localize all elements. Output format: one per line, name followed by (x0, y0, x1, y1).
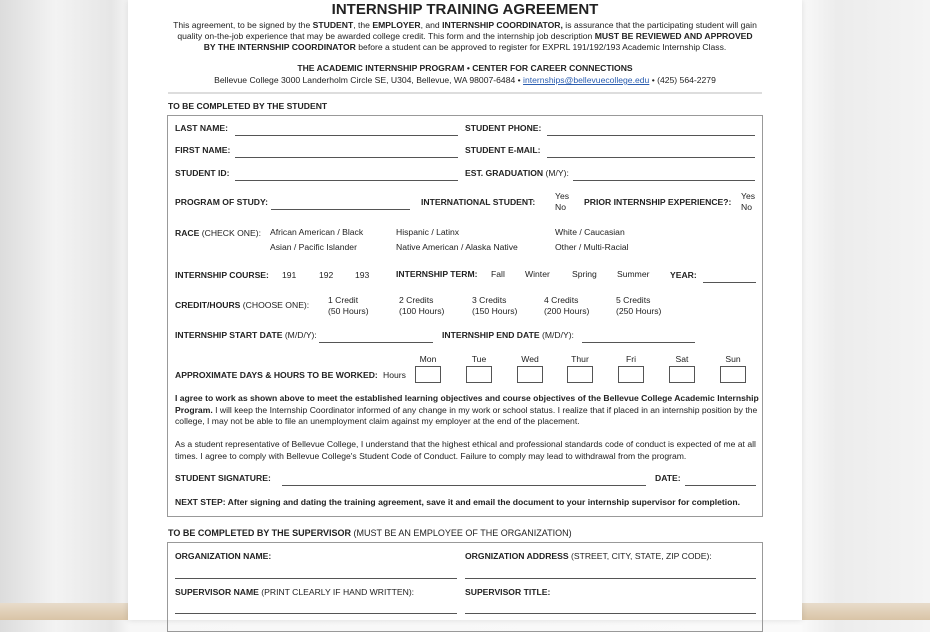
day-label: Tue (471, 354, 487, 364)
course-option[interactable]: 192 (319, 270, 334, 280)
race-option[interactable]: Native American / Alaska Native (396, 242, 518, 252)
hours-thur-input[interactable] (567, 366, 593, 383)
org-name-field[interactable] (175, 578, 457, 579)
race-option[interactable]: Other / Multi-Racial (555, 242, 629, 252)
hours-fri-input[interactable] (618, 366, 644, 383)
end-date-label: INTERNSHIP END DATE (M/D/Y): (442, 330, 574, 340)
next-step-note: NEXT STEP: After signing and dating the training agreement, save it and email the document to your internship supervisor for completion. (175, 497, 741, 507)
intro-line-1: This agreement, to be signed by the STUDENT, the EMPLOYER, and INTERNSHIP COORDINATOR, is assurance that the participating student will gain (173, 20, 757, 30)
agreement-paragraph: I agree to work as shown above to meet the established learning objectives and course objectives of the Bellevue College Academic Internship Program. I will keep the Internship Coordinator informed of any change in my work or school status. I realize that if placed in an internship position by the college, I may not be able to file an unemployment claim against my employer at the end of the placement. (175, 393, 759, 426)
prior-experience-label: PRIOR INTERNSHIP EXPERIENCE?: (584, 197, 732, 207)
day-label: Fri (625, 354, 637, 364)
term-option[interactable]: Winter (525, 269, 550, 279)
hours-sat-input[interactable] (669, 366, 695, 383)
days-hours-label: APPROXIMATE DAYS & HOURS TO BE WORKED: (175, 370, 378, 380)
contact-line: Bellevue College 3000 Landerholm Circle SE, U304, Bellevue, WA 98007-6484 • internships@bellevuecollege.edu • (425) 564-2279 (214, 75, 716, 85)
year-field[interactable] (703, 282, 756, 283)
last-name-label: LAST NAME: (175, 123, 228, 133)
document-title: INTERNSHIP TRAINING AGREEMENT (331, 1, 599, 18)
student-id-label: STUDENT ID: (175, 168, 230, 178)
divider (168, 92, 762, 94)
intro-line-2: quality on-the-job experience that may be awarded college credit. This form and the internship job description MUST BE REVIEWED AND APPROVED (177, 31, 753, 41)
supervisor-title-field[interactable] (465, 613, 756, 614)
prior-yes-option[interactable]: Yes (741, 191, 756, 201)
day-label: Mon (419, 354, 437, 364)
credit-option[interactable]: 2 Credits (100 Hours) (399, 295, 445, 316)
race-label: RACE (CHECK ONE): (175, 228, 261, 238)
day-label: Sat (675, 354, 689, 364)
race-option[interactable]: Hispanic / Latinx (396, 227, 460, 237)
start-date-label: INTERNSHIP START DATE (M/D/Y): (175, 330, 317, 340)
student-signature-label: STUDENT SIGNATURE: (175, 473, 271, 483)
signature-date-field[interactable] (685, 485, 756, 486)
day-label: Wed (521, 354, 539, 364)
international-yes-option[interactable]: Yes (555, 191, 570, 201)
day-label: Sun (725, 354, 741, 364)
org-address-field[interactable] (465, 578, 756, 579)
program-heading: THE ACADEMIC INTERNSHIP PROGRAM • CENTER FOR CAREER CONNECTIONS (297, 63, 633, 73)
student-email-field[interactable] (547, 157, 755, 158)
student-id-field[interactable] (235, 180, 458, 181)
est-graduation-field[interactable] (573, 180, 755, 181)
supervisor-section-heading: TO BE COMPLETED BY THE SUPERVISOR (MUST BE AN EMPLOYEE OF THE ORGANIZATION) (168, 528, 572, 538)
est-graduation-label: EST. GRADUATION (M/Y): (465, 168, 569, 178)
student-phone-label: STUDENT PHONE: (465, 123, 542, 133)
hours-tue-input[interactable] (466, 366, 492, 383)
race-option[interactable]: Asian / Pacific Islander (270, 242, 357, 252)
hours-wed-input[interactable] (517, 366, 543, 383)
student-email-label: STUDENT E-MAIL: (465, 145, 541, 155)
background-floor-right (802, 603, 930, 620)
org-name-label: ORGANIZATION NAME: (175, 551, 272, 561)
credit-option[interactable]: 1 Credit (50 Hours) (328, 295, 369, 316)
org-address-label: ORGNIZATION ADDRESS (STREET, CITY, STATE, ZIP CODE): (465, 551, 712, 561)
race-option[interactable]: African American / Black (270, 227, 364, 237)
course-option[interactable]: 193 (355, 270, 370, 280)
email-link[interactable]: internships@bellevuecollege.edu (523, 75, 650, 85)
international-no-option[interactable]: No (555, 202, 566, 212)
course-option[interactable]: 191 (282, 270, 297, 280)
conduct-paragraph: As a student representative of Bellevue College, I understand that the highest ethical and professional standards code of conduct is expected of me at all times. I agree to comply with Bellevue College's Student Code of Conduct. Failure to comply may lead to withdrawal from the program. (175, 439, 756, 461)
hours-sun-input[interactable] (720, 366, 746, 383)
start-date-field[interactable] (319, 342, 433, 343)
term-option[interactable]: Spring (572, 269, 597, 279)
supervisor-title-label: SUPERVISOR TITLE: (465, 587, 551, 597)
international-student-label: INTERNATIONAL STUDENT: (421, 197, 536, 207)
supervisor-name-field[interactable] (175, 613, 457, 614)
internship-term-label: INTERNSHIP TERM: (396, 269, 478, 279)
end-date-field[interactable] (582, 342, 695, 343)
student-phone-field[interactable] (547, 135, 755, 136)
first-name-field[interactable] (235, 157, 458, 158)
term-option[interactable]: Summer (617, 269, 650, 279)
race-option[interactable]: White / Caucasian (555, 227, 625, 237)
hours-label: Hours (383, 370, 406, 380)
intro-line-3: BY THE INTERNSHIP COORDINATOR before a student can be approved to register for EXPRL 191/192/193 Academic Internship Class. (203, 42, 727, 52)
term-option[interactable]: Fall (491, 269, 505, 279)
background-floor-left (0, 603, 130, 620)
student-signature-field[interactable] (282, 485, 646, 486)
first-name-label: FIRST NAME: (175, 145, 231, 155)
credit-option[interactable]: 4 Credits (200 Hours) (544, 295, 590, 316)
signature-date-label: DATE: (655, 473, 681, 483)
prior-no-option[interactable]: No (741, 202, 752, 212)
credit-option[interactable]: 3 Credits (150 Hours) (472, 295, 518, 316)
hours-mon-input[interactable] (415, 366, 441, 383)
program-of-study-label: PROGRAM OF STUDY: (175, 197, 268, 207)
day-label: Thur (571, 354, 589, 364)
year-label: YEAR: (670, 270, 697, 280)
last-name-field[interactable] (235, 135, 458, 136)
program-of-study-field[interactable] (271, 209, 410, 210)
credit-hours-label: CREDIT/HOURS (CHOOSE ONE): (175, 300, 310, 310)
student-section-heading: TO BE COMPLETED BY THE STUDENT (168, 101, 328, 111)
credit-option[interactable]: 5 Credits (250 Hours) (616, 295, 662, 316)
internship-course-label: INTERNSHIP COURSE: (175, 270, 269, 280)
supervisor-name-label: SUPERVISOR NAME (PRINT CLEARLY IF HAND WRITTEN): (175, 587, 415, 597)
